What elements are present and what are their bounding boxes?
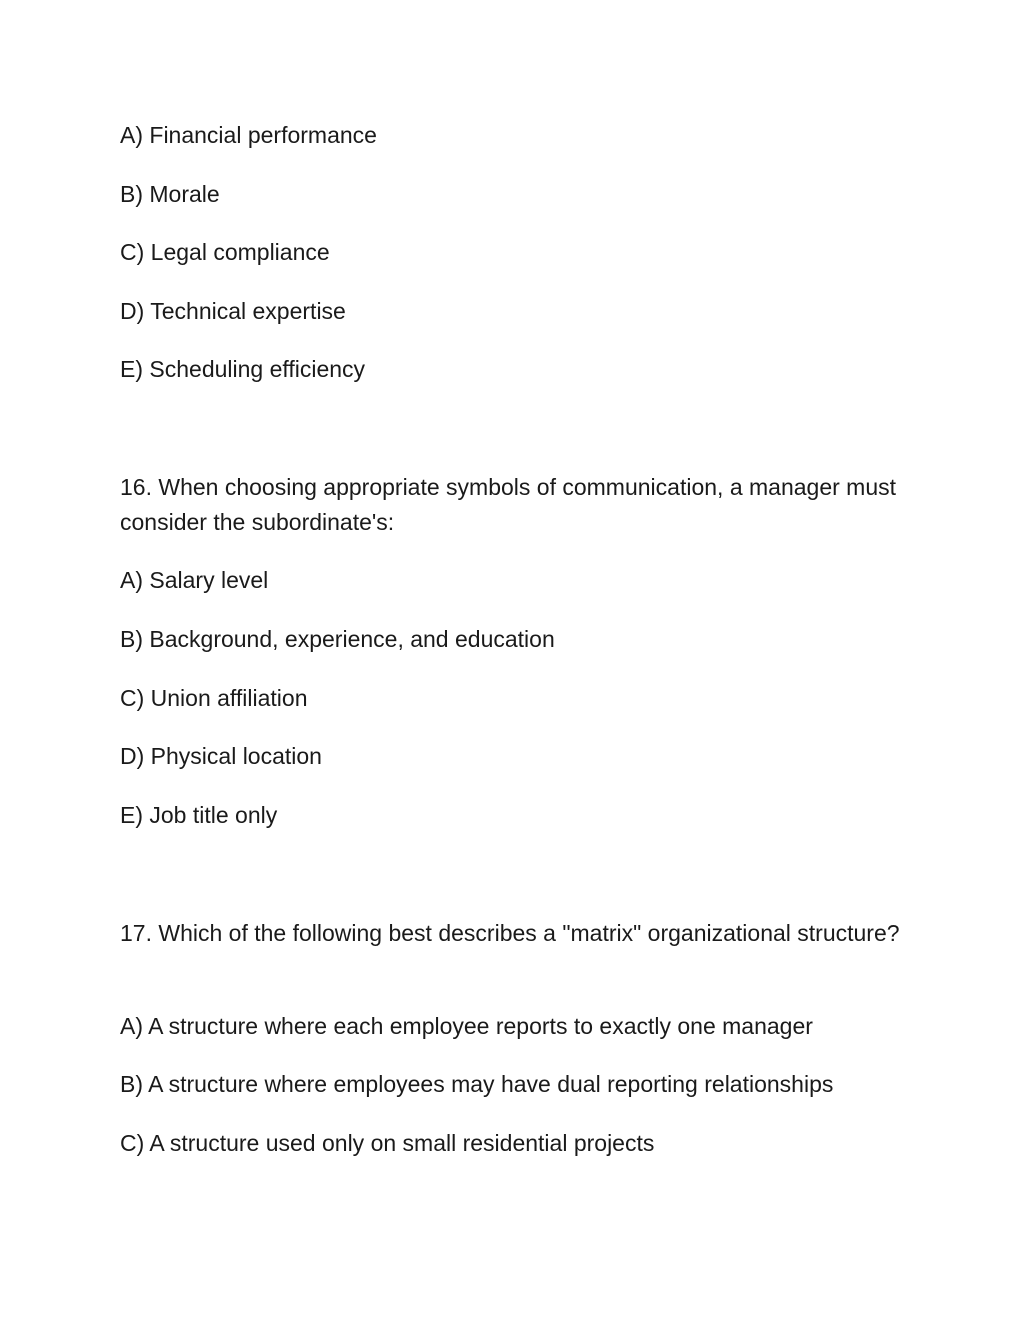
answer-option: B) A structure where employees may have dual reporting relationships bbox=[120, 1071, 834, 1097]
answer-option: A) A structure where each employee reports to exactly one manager bbox=[120, 1013, 813, 1039]
answer-option: D) Physical location bbox=[120, 743, 322, 769]
answer-option: E) Scheduling efficiency bbox=[120, 356, 366, 382]
answer-option: C) Legal compliance bbox=[120, 239, 330, 265]
question-17-text: 17. Which of the following best describes a "matrix" organizational structure? bbox=[120, 920, 900, 946]
answer-option: D) Technical expertise bbox=[120, 298, 346, 324]
answer-option: B) Background, experience, and education bbox=[120, 626, 555, 652]
answer-option: C) Union affiliation bbox=[120, 685, 308, 711]
answer-option: E) Job title only bbox=[120, 802, 278, 828]
answer-option: A) Salary level bbox=[120, 567, 269, 593]
answer-option: A) Financial performance bbox=[120, 122, 377, 148]
question-16-text: 16. When choosing appropriate symbols of communication, a manager must consider the subordinate's: bbox=[120, 474, 897, 535]
answer-option: C) A structure used only on small residential projects bbox=[120, 1130, 655, 1156]
answer-option: B) Morale bbox=[120, 181, 220, 207]
